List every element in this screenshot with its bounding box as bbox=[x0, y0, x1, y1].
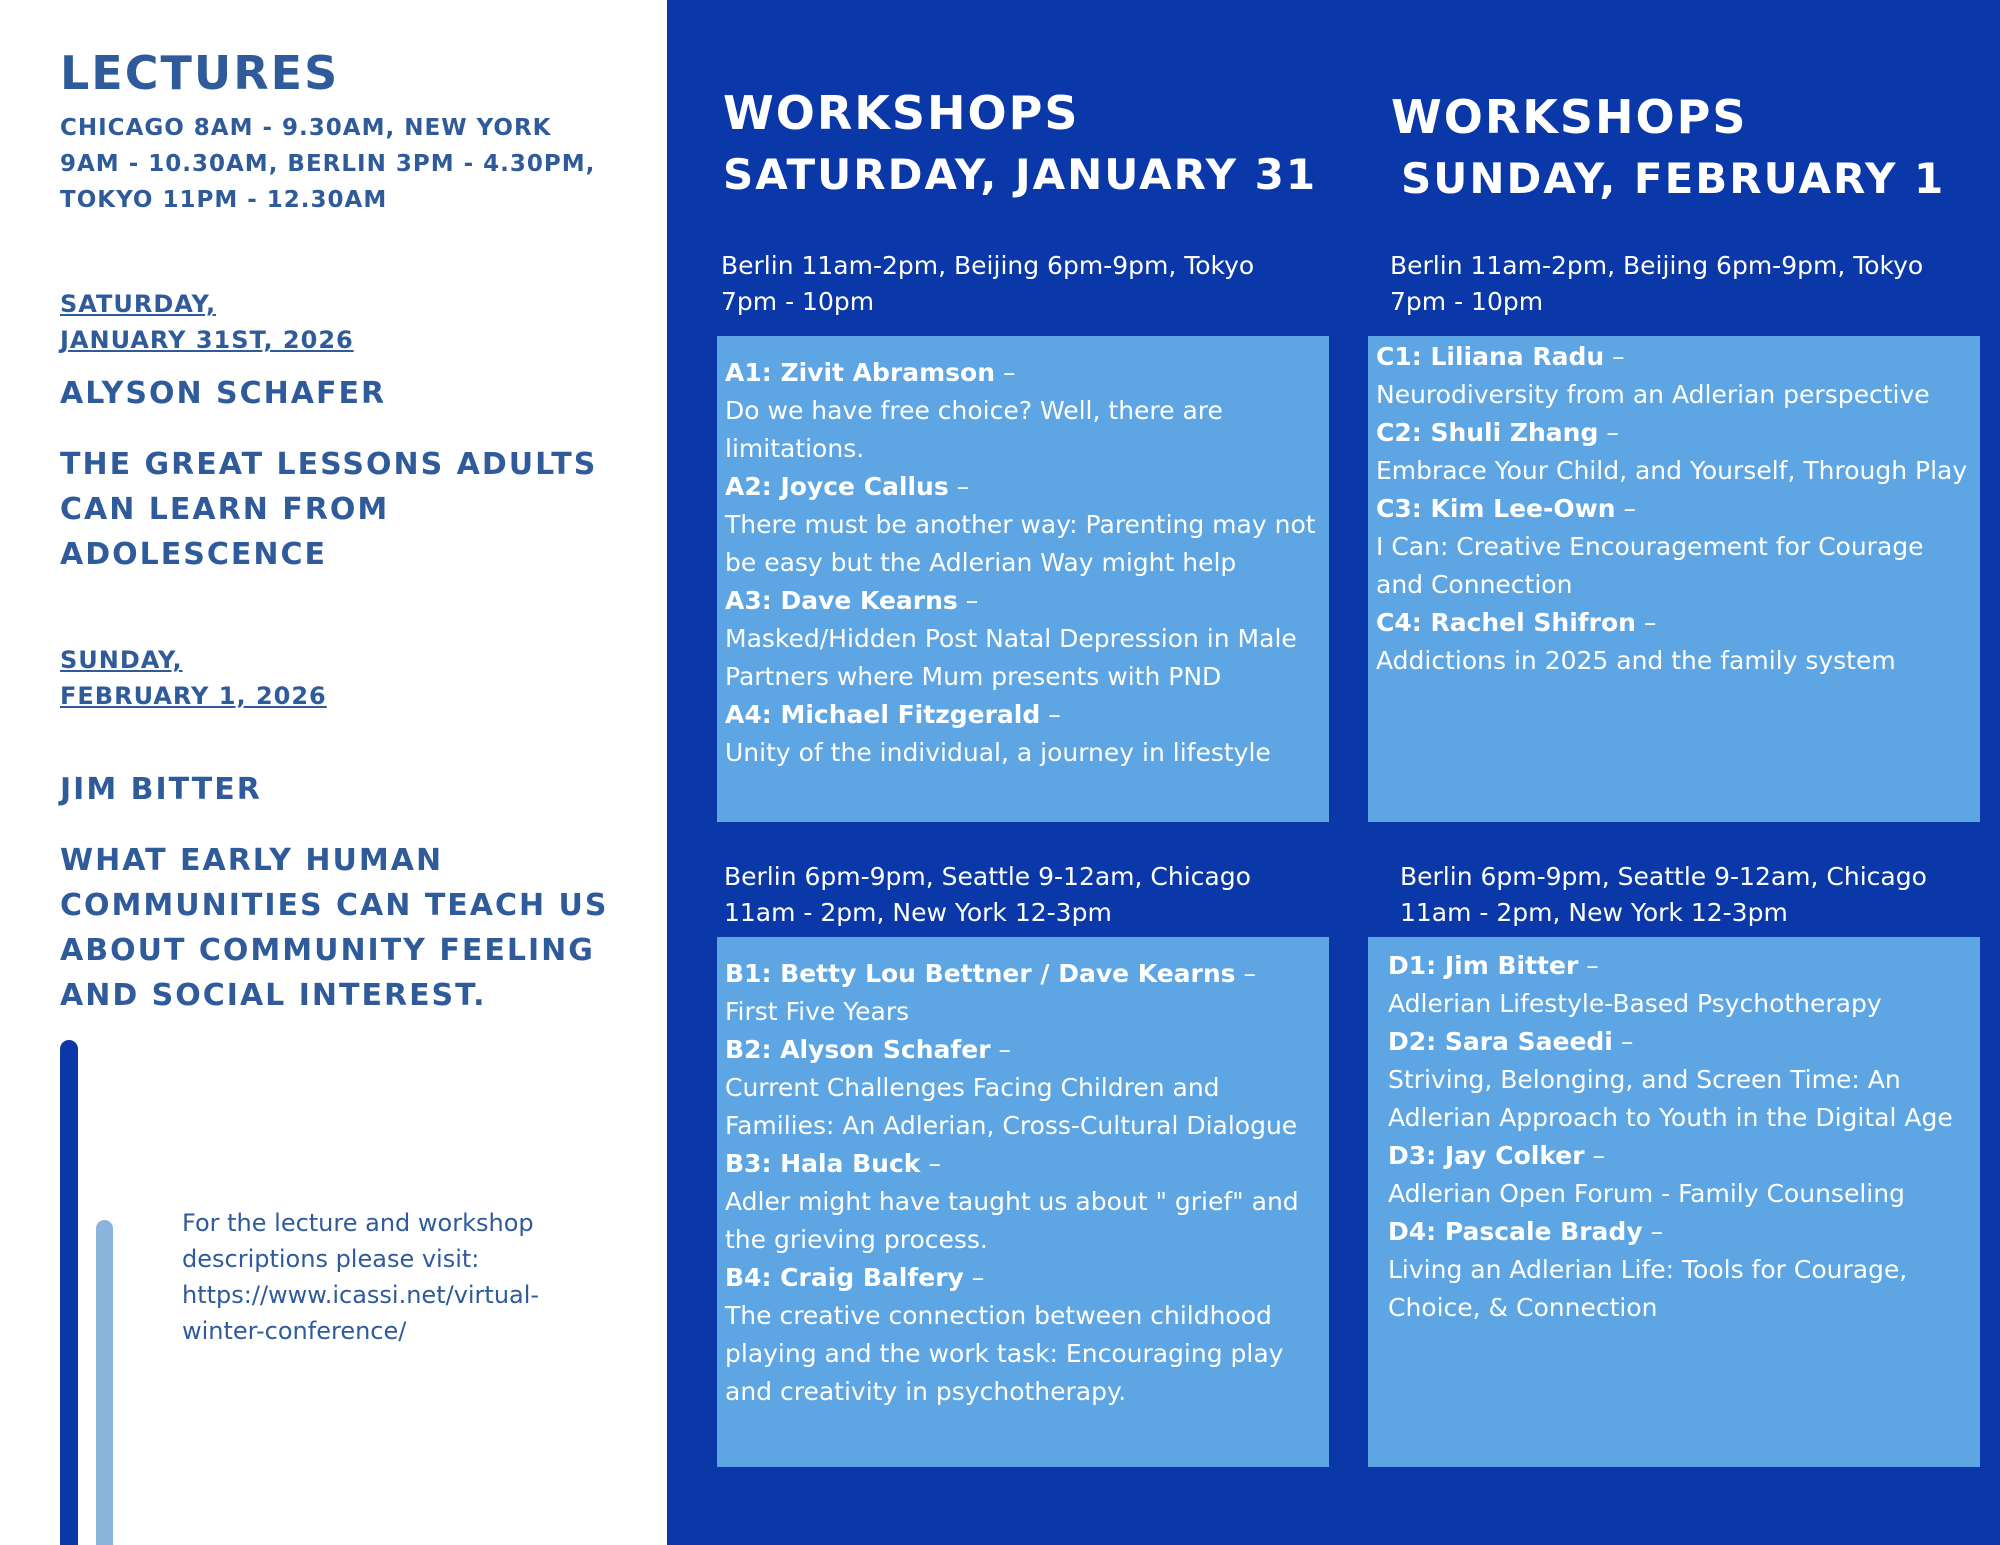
workshop-item[interactable]: C4: Rachel Shifron – Addictions in 2025 and the family system bbox=[1376, 604, 1972, 680]
workshop-title: First Five Years bbox=[725, 997, 910, 1026]
workshop-title: Adlerian Open Forum - Family Counseling bbox=[1388, 1179, 1905, 1208]
saturday-lecture-speaker: ALYSON SCHAFER bbox=[60, 376, 387, 411]
workshop-item[interactable]: D3: Jay Colker – Adlerian Open Forum - Family Counseling bbox=[1388, 1137, 1972, 1213]
workshop-title: There must be another way: Parenting may not be easy but the Adlerian Way might help bbox=[725, 510, 1316, 577]
workshop-code: A3: Dave Kearns bbox=[725, 586, 958, 615]
sunday-date-line1: SUNDAY, bbox=[60, 646, 183, 674]
sunday-workshops-heading bbox=[1391, 90, 1945, 203]
sunday-date-line2: FEBRUARY 1, 2026 bbox=[60, 682, 327, 710]
workshop-item[interactable]: B2: Alyson Schafer – Current Challenges Facing Children and Families: An Adlerian, Cross-Cultural Dialogue bbox=[725, 1031, 1321, 1145]
saturday-slot2-box bbox=[717, 937, 1329, 1467]
workshop-code: D2: Sara Saeedi bbox=[1388, 1027, 1613, 1056]
workshop-code: C1: Liliana Radu bbox=[1376, 342, 1605, 371]
workshop-title: Masked/Hidden Post Natal Depression in Male Partners where Mum presents with PND bbox=[725, 624, 1297, 691]
sunday-slot1-time: Berlin 11am-2pm, Beijing 6pm-9pm, Tokyo 7pm - 10pm bbox=[1390, 251, 1924, 316]
workshop-title: Living an Adlerian Life: Tools for Courage, Choice, & Connection bbox=[1388, 1255, 1908, 1322]
saturday-lecture-date[interactable] bbox=[60, 286, 354, 358]
sunday-lecture-date[interactable] bbox=[60, 642, 327, 714]
workshop-item[interactable]: D1: Jim Bitter – Adlerian Lifestyle-Based Psychotherapy bbox=[1388, 947, 1972, 1023]
workshop-title: I Can: Creative Encouragement for Courage and Connection bbox=[1376, 532, 1924, 599]
workshop-title: Current Challenges Facing Children and Families: An Adlerian, Cross-Cultural Dialogue bbox=[725, 1073, 1298, 1140]
workshop-item[interactable]: A3: Dave Kearns – Masked/Hidden Post Natal Depression in Male Partners where Mum presents with PND bbox=[725, 582, 1321, 696]
workshop-item[interactable]: D4: Pascale Brady – Living an Adlerian Life: Tools for Courage, Choice, & Connection bbox=[1388, 1213, 1972, 1327]
workshop-item[interactable]: C3: Kim Lee-Own – I Can: Creative Encouragement for Courage and Connection bbox=[1376, 490, 1972, 604]
descriptions-note bbox=[182, 1205, 582, 1349]
sunday-lecture-speaker: JIM BITTER bbox=[60, 772, 262, 807]
workshop-item[interactable]: B3: Hala Buck – Adler might have taught us about " grief" and the grieving process. bbox=[725, 1145, 1321, 1259]
workshop-title: Adler might have taught us about " grief" and the grieving process. bbox=[725, 1187, 1299, 1254]
workshop-code: B2: Alyson Schafer bbox=[725, 1035, 991, 1064]
workshop-item[interactable]: C2: Shuli Zhang – Embrace Your Child, and Yourself, Through Play bbox=[1376, 414, 1972, 490]
workshop-code: B3: Hala Buck bbox=[725, 1149, 921, 1178]
saturday-slot2-time: Berlin 6pm-9pm, Seattle 9-12am, Chicago 11am - 2pm, New York 12-3pm bbox=[724, 862, 1251, 927]
lectures-times: CHICAGO 8AM - 9.30AM, NEW YORK 9AM - 10.30AM, BERLIN 3PM - 4.30PM, TOKYO 11PM - 12.30AM bbox=[60, 115, 596, 213]
workshop-code: C4: Rachel Shifron bbox=[1376, 608, 1636, 637]
workshop-item[interactable]: A1: Zivit Abramson – Do we have free choice? Well, there are limitations. bbox=[725, 354, 1321, 468]
saturday-lecture-title: THE GREAT LESSONS ADULTS CAN LEARN FROM ADOLESCENCE bbox=[60, 447, 598, 572]
workshop-code: A4: Michael Fitzgerald bbox=[725, 700, 1041, 729]
workshop-title: Do we have free choice? Well, there are limitations. bbox=[725, 396, 1223, 463]
workshop-code: B4: Craig Balfery bbox=[725, 1263, 964, 1292]
workshop-item[interactable]: C1: Liliana Radu – Neurodiversity from an Adlerian perspective bbox=[1376, 338, 1972, 414]
sunday-workshops-date: SUNDAY, FEBRUARY 1 bbox=[1401, 154, 1946, 203]
workshop-code: C3: Kim Lee-Own bbox=[1376, 494, 1616, 523]
sunday-slot2-box bbox=[1368, 937, 1980, 1467]
workshop-code: D4: Pascale Brady bbox=[1388, 1217, 1643, 1246]
workshop-code: D1: Jim Bitter bbox=[1388, 951, 1579, 980]
sunday-slot1-box bbox=[1368, 336, 1980, 822]
workshop-code: D3: Jay Colker bbox=[1388, 1141, 1585, 1170]
workshop-title: Addictions in 2025 and the family system bbox=[1376, 646, 1896, 675]
workshop-item[interactable]: A2: Joyce Callus – There must be another way: Parenting may not be easy but the Adlerian Way might help bbox=[725, 468, 1321, 582]
sunday-slot2-time: Berlin 6pm-9pm, Seattle 9-12am, Chicago 11am - 2pm, New York 12-3pm bbox=[1400, 862, 1927, 927]
descriptions-link[interactable]: https://www.icassi.net/virtual-winter-conference/ bbox=[182, 1281, 540, 1345]
workshop-title: Unity of the individual, a journey in lifestyle bbox=[725, 738, 1271, 767]
workshop-item[interactable]: D2: Sara Saeedi – Striving, Belonging, and Screen Time: An Adlerian Approach to Youth in the Digital Age bbox=[1388, 1023, 1972, 1137]
workshop-item[interactable]: B1: Betty Lou Bettner / Dave Kearns – First Five Years bbox=[725, 955, 1321, 1031]
workshops-panel bbox=[667, 0, 2000, 1545]
saturday-workshops-heading bbox=[723, 86, 1317, 199]
saturday-date-line1: SATURDAY, bbox=[60, 290, 217, 318]
workshop-title: The creative connection between childhood playing and the work task: Encouraging play and creativity in psychotherapy. bbox=[725, 1301, 1284, 1406]
workshop-title: Striving, Belonging, and Screen Time: An Adlerian Approach to Youth in the Digital Age bbox=[1388, 1065, 1953, 1132]
workshop-title: Neurodiversity from an Adlerian perspective bbox=[1376, 380, 1930, 409]
workshop-code: A1: Zivit Abramson bbox=[725, 358, 996, 387]
descriptions-note-text: For the lecture and workshop descriptions please visit: bbox=[182, 1209, 534, 1273]
saturday-date-line2: JANUARY 31ST, 2026 bbox=[60, 326, 354, 354]
saturday-slot1-box bbox=[717, 336, 1329, 822]
workshop-code: A2: Joyce Callus bbox=[725, 472, 949, 501]
workshop-title: Adlerian Lifestyle-Based Psychotherapy bbox=[1388, 989, 1882, 1018]
workshop-code: C2: Shuli Zhang bbox=[1376, 418, 1599, 447]
workshop-item[interactable]: A4: Michael Fitzgerald – Unity of the individual, a journey in lifestyle bbox=[725, 696, 1321, 772]
saturday-workshops-date: SATURDAY, JANUARY 31 bbox=[723, 150, 1318, 199]
decorative-bar-light bbox=[96, 1220, 113, 1545]
lectures-panel bbox=[0, 0, 667, 1545]
workshop-title: Embrace Your Child, and Yourself, Through Play bbox=[1376, 456, 1968, 485]
sunday-workshops-label: WORKSHOPS bbox=[1391, 90, 1748, 144]
saturday-slot1-time: Berlin 11am-2pm, Beijing 6pm-9pm, Tokyo 7pm - 10pm bbox=[721, 251, 1255, 316]
workshop-code: B1: Betty Lou Bettner / Dave Kearns bbox=[725, 959, 1236, 988]
workshop-item[interactable]: B4: Craig Balfery – The creative connection between childhood playing and the work task: Encouraging play and creativity in psychotherapy. bbox=[725, 1259, 1321, 1411]
decorative-bar-dark bbox=[60, 1040, 78, 1545]
saturday-workshops-label: WORKSHOPS bbox=[723, 86, 1080, 140]
sunday-lecture-title: WHAT EARLY HUMAN COMMUNITIES CAN TEACH US ABOUT COMMUNITY FEELING AND SOCIAL INTEREST. bbox=[60, 843, 609, 1013]
lectures-title: LECTURES bbox=[60, 46, 340, 100]
